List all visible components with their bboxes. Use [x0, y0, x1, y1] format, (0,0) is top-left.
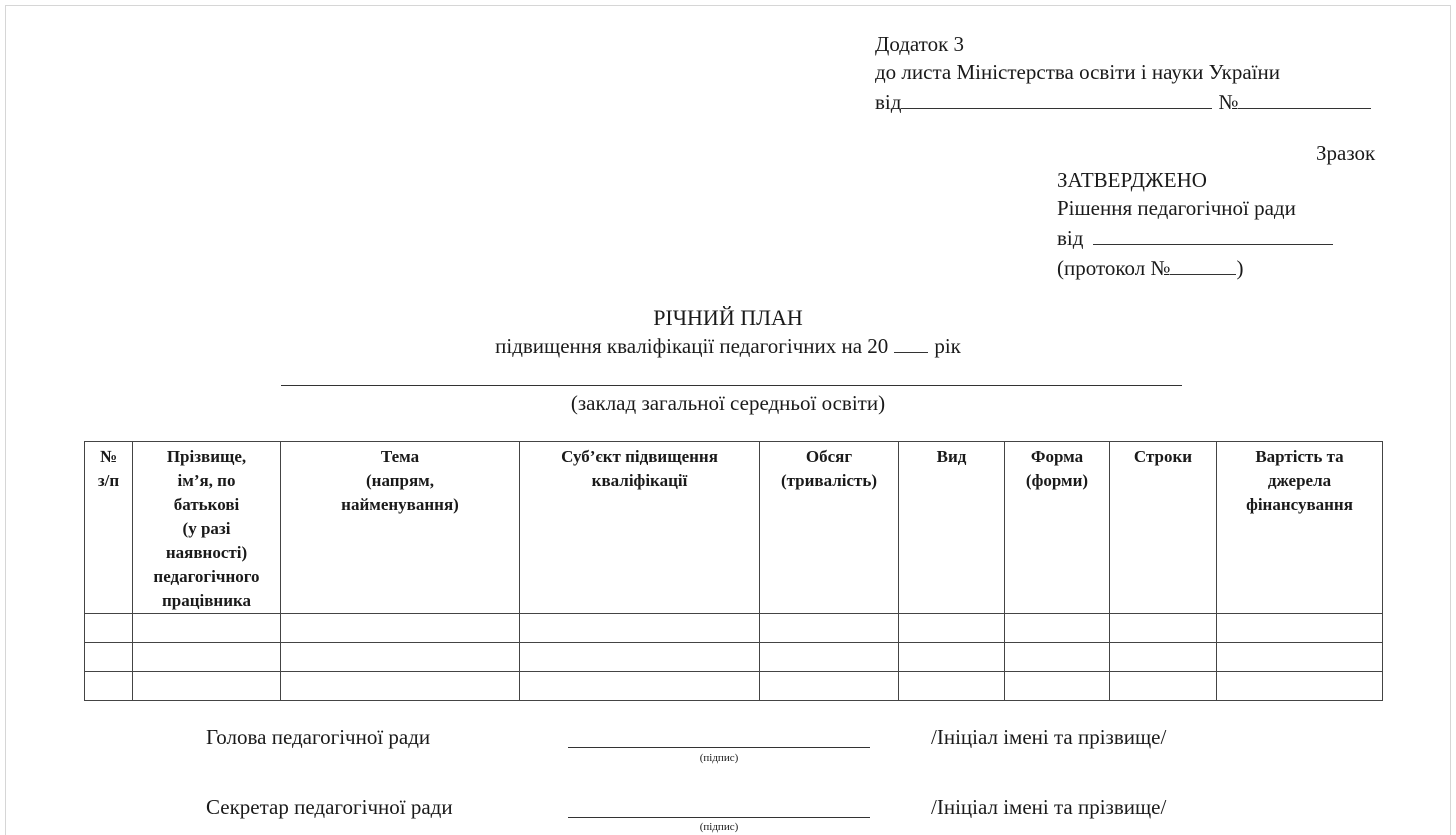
- table-cell[interactable]: [1217, 672, 1383, 701]
- letter-date-row: [875, 86, 1371, 116]
- column-header-line: кваліфікації: [591, 471, 688, 490]
- column-header-form: [1005, 442, 1110, 614]
- chair-signature-caption: (підпис): [699, 752, 739, 764]
- table-cell[interactable]: [281, 672, 520, 701]
- letter-date-field[interactable]: [901, 86, 1212, 109]
- table-cell[interactable]: [1110, 614, 1217, 643]
- table-cell[interactable]: [85, 614, 133, 643]
- column-header-topic: [281, 442, 520, 614]
- column-header-type: [899, 442, 1005, 614]
- plan-subtitle: [0, 332, 1456, 360]
- secretary-signature-field[interactable]: [568, 817, 870, 818]
- table-cell[interactable]: [520, 672, 760, 701]
- table-cell[interactable]: [1110, 643, 1217, 672]
- column-header-line: працівника: [161, 591, 252, 610]
- column-header-line: ім’я, по: [177, 471, 236, 490]
- column-header-line: з/п: [97, 471, 120, 490]
- chair-role-label: Голова педагогічної ради: [206, 725, 431, 749]
- table-cell[interactable]: [133, 643, 281, 672]
- column-header-line: (тривалість): [780, 471, 878, 490]
- letter-number-field[interactable]: [1238, 86, 1371, 109]
- chair-name-placeholder: /Ініціал імені та прізвище/: [931, 725, 1167, 749]
- plan-title: РІЧНИЙ ПЛАН: [653, 305, 803, 330]
- column-header-line: найменування): [341, 495, 459, 514]
- table-cell[interactable]: [1217, 643, 1383, 672]
- table-row: [85, 643, 1383, 672]
- column-header-volume: [760, 442, 899, 614]
- column-header-line: педагогічного: [153, 567, 260, 586]
- table-cell[interactable]: [760, 614, 899, 643]
- column-header-line: батькові: [173, 495, 240, 514]
- secretary-name-placeholder: /Ініціал імені та прізвище/: [931, 795, 1167, 819]
- institution-field[interactable]: [281, 385, 1182, 386]
- table-row: [85, 672, 1383, 701]
- secretary-role-label: Секретар педагогічної ради: [206, 795, 453, 819]
- table-cell[interactable]: [1005, 643, 1110, 672]
- title-block: [0, 304, 1456, 360]
- table-cell[interactable]: [899, 614, 1005, 643]
- decision-date-row: [1057, 222, 1333, 252]
- decision-date-label: від: [1057, 226, 1084, 250]
- plan-subtitle-text: підвищення кваліфікації педагогічних на 20: [495, 334, 889, 358]
- decision-label: Рішення педагогічної ради: [1057, 196, 1296, 220]
- table-cell[interactable]: [520, 614, 760, 643]
- table-cell[interactable]: [760, 643, 899, 672]
- column-header-line: Прізвище,: [166, 447, 247, 466]
- protocol-number-field[interactable]: [1170, 252, 1236, 275]
- column-header-line: Вартість та: [1255, 447, 1344, 466]
- sample-label: Зразок: [1316, 141, 1376, 165]
- protocol-row: [1057, 252, 1333, 282]
- table-cell[interactable]: [133, 614, 281, 643]
- plan-subtitle-year-word: рік: [934, 334, 961, 358]
- column-header-line: №: [99, 447, 118, 466]
- decision-date-field[interactable]: [1093, 222, 1333, 245]
- column-header-line: наявності): [165, 543, 248, 562]
- column-header-line: фінансування: [1246, 495, 1353, 514]
- table-cell[interactable]: [281, 643, 520, 672]
- table-cell[interactable]: [520, 643, 760, 672]
- column-header-line: Строки: [1133, 447, 1193, 466]
- table-cell[interactable]: [1005, 672, 1110, 701]
- protocol-prefix: (протокол №: [1057, 256, 1171, 280]
- table-cell[interactable]: [133, 672, 281, 701]
- table-cell[interactable]: [85, 672, 133, 701]
- letter-number-label: №: [1218, 90, 1239, 114]
- approval-block: [1057, 166, 1333, 282]
- column-header-line: Суб’єкт підвищення: [561, 447, 718, 466]
- column-header-line: Форма: [1030, 447, 1084, 466]
- table-cell[interactable]: [1217, 614, 1383, 643]
- table-cell[interactable]: [1005, 614, 1110, 643]
- column-header-terms: [1110, 442, 1217, 614]
- column-header-line: (напрям,: [365, 471, 434, 490]
- letter-date-label: від: [875, 90, 902, 114]
- column-header-line: (форми): [1025, 471, 1089, 490]
- column-header-cost: [1217, 442, 1383, 614]
- approved-label: ЗАТВЕРДЖЕНО: [1057, 168, 1207, 192]
- table-cell[interactable]: [760, 672, 899, 701]
- plan-table: [84, 441, 1383, 701]
- table-header-row: [85, 442, 1383, 614]
- table-cell[interactable]: [899, 672, 1005, 701]
- table-cell[interactable]: [85, 643, 133, 672]
- column-header-number: [85, 442, 133, 614]
- column-header-line: джерела: [1267, 471, 1332, 490]
- chair-signature-field[interactable]: [568, 747, 870, 748]
- column-header-line: Тема: [380, 447, 420, 466]
- page-border: [5, 5, 1451, 835]
- appendix-label: Додаток 3: [875, 32, 965, 56]
- column-header-provider: [520, 442, 760, 614]
- column-header-name: [133, 442, 281, 614]
- appendix-header: [875, 30, 1371, 116]
- column-header-line: Вид: [936, 447, 967, 466]
- institution-caption: (заклад загальної середньої освіти): [570, 391, 886, 415]
- table-cell[interactable]: [1110, 672, 1217, 701]
- secretary-signature-caption: (підпис): [699, 821, 739, 833]
- column-header-line: (у разі: [182, 519, 231, 538]
- letter-label: до листа Міністерства освіти і науки України: [875, 60, 1280, 84]
- column-header-line: Обсяг: [805, 447, 853, 466]
- table-row: [85, 614, 1383, 643]
- table-body: [85, 614, 1383, 701]
- table-cell[interactable]: [281, 614, 520, 643]
- table-cell[interactable]: [899, 643, 1005, 672]
- protocol-suffix: ): [1236, 256, 1244, 280]
- year-field[interactable]: [894, 332, 928, 353]
